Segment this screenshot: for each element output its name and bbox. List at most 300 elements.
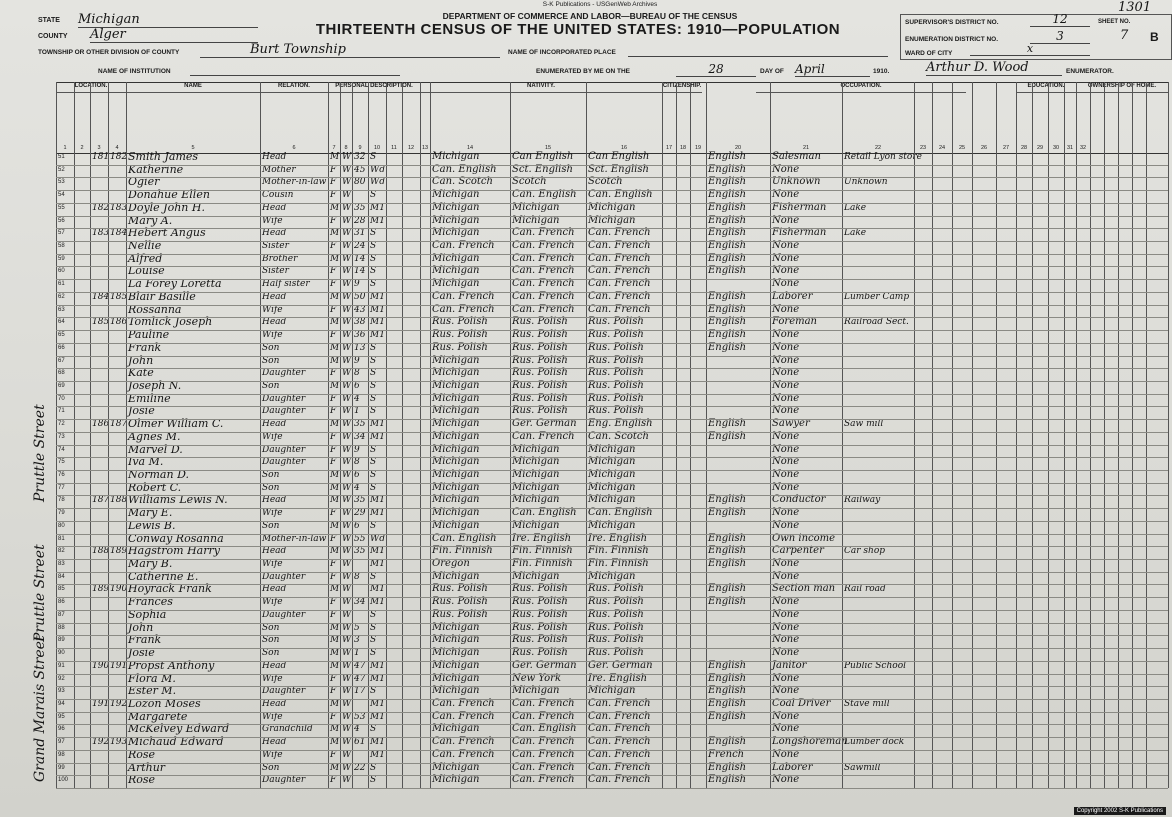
cell-name: Marvel D. [128,442,183,456]
grid-vline [90,82,91,788]
cell-birthplace: Rus. Polish [432,341,488,353]
cell-marital: S [370,406,377,417]
cell-mother: Can. French [588,761,651,773]
cell-birthplace: Rus. Polish [432,329,488,341]
cell-father: Can. French [512,748,575,760]
cell-lang: English [708,201,747,213]
cell-industry: Sawmill [844,762,881,773]
cell-birthplace: Can. French [432,697,495,709]
cell-birthplace: Michigan [432,774,480,786]
cell-name: Pauline [128,328,170,342]
cell-mother: Fin. Finnish [588,545,649,557]
cell-name: Sophia [128,607,167,621]
cell-name: Hoyrack Frank [128,582,212,596]
cell-lang: English [708,329,747,341]
cell-industry: Unknown [844,177,888,188]
cell-marital: M1 [370,737,385,748]
cell-lang: English [708,685,747,697]
cell-marital: S [370,470,377,480]
cell-sex: F [330,431,337,442]
cell-age: 47 [354,660,366,671]
cell-birthplace: Michigan [432,494,480,506]
state-label: STATE [38,17,60,24]
cell-birthplace: Fin. Finnish [432,545,493,557]
cell-industry: Lake [844,202,867,213]
enum-label: ENUMERATION DISTRICT NO. [905,36,999,43]
grid-hline [56,597,1168,598]
cell-trade: None [772,405,800,417]
cell-age: 8 [354,457,360,468]
cell-father: Rus. Polish [512,608,568,620]
cell-race: W [342,597,352,608]
cell-race: W [342,520,352,531]
cell-age: 3 [354,635,360,646]
cell-age: 4 [354,482,360,493]
cell-lang: English [708,227,747,239]
cell-marital: S [370,520,377,531]
cell-relation: Daughter [262,444,306,455]
grid-hline [56,584,1168,585]
group-location: LOCATION. [56,83,126,93]
cell-trade: None [772,163,800,175]
cell-father: Sct. English [512,163,573,175]
cell-marital: M1 [370,330,385,341]
cell-line: 86 [58,599,65,606]
cell-race: W [342,482,352,493]
cell-name: Agnes M. [128,429,181,443]
cell-birthplace: Oregon [432,558,470,570]
grid-vline [260,82,261,788]
grid-hline [56,775,1168,776]
cell-age: 17 [354,686,366,697]
cell-relation: Head [262,660,287,671]
column-number: 18 [679,145,687,151]
column-number: 20 [734,145,742,151]
grid-vline [1090,82,1091,788]
grid-vline [1016,82,1017,788]
column-number: 9 [358,145,362,151]
cell-family: 192 [110,698,128,709]
grid-hline [56,177,1168,178]
cell-relation: Half sister [262,279,310,290]
cell-lang: English [708,532,747,544]
cell-lang: English [708,736,747,748]
cell-dwelling: 187 [92,495,110,506]
grid-hline [56,508,1168,509]
cell-line: 55 [58,204,65,211]
cell-line: 75 [58,459,65,466]
cell-birthplace: Rus. Polish [432,608,488,620]
cell-industry: Lumber dock [844,737,905,748]
cell-father: Michigan [512,481,560,493]
cell-sex: F [330,215,337,226]
cell-age: 5 [354,622,360,633]
cell-sex: F [330,686,337,697]
cell-trade: None [772,265,800,277]
grid-vline [386,82,387,788]
cell-mother: Can. French [588,265,651,277]
cell-industry: Railway [844,495,881,506]
grid-hline [56,610,1168,611]
grid-hline [56,674,1168,675]
column-number: 23 [919,145,927,151]
cell-race: W [342,648,352,659]
cell-industry: Retail Lyon store [844,152,922,162]
cell-marital: S [370,648,377,659]
cell-sex: F [330,609,337,620]
cell-trade: None [772,507,800,519]
cell-line: 82 [58,548,65,555]
cell-birthplace: Can. French [432,748,495,760]
cell-sex: F [330,559,337,570]
cell-line: 61 [58,281,65,288]
cell-age: 9 [354,444,360,455]
cell-race: W [342,253,352,264]
cell-family: 190 [110,584,128,595]
cell-trade: Laborer [772,290,813,302]
cell-name: Tomlick Joseph [128,315,213,329]
cell-sex: F [330,508,337,519]
grid-hline [56,572,1168,573]
cell-birthplace: Can. French [432,710,495,722]
cell-age: 28 [354,215,366,226]
cell-relation: Daughter [262,368,306,379]
cell-relation: Wife [262,508,283,519]
cell-name: Emiline [128,391,171,405]
cell-birthplace: Michigan [432,570,480,582]
cell-sex: M [330,470,340,480]
cell-father: Rus. Polish [512,583,568,595]
grid-vline [74,82,75,788]
cell-birthplace: Michigan [432,443,480,455]
cell-line: 53 [58,179,65,186]
cell-birthplace: Michigan [432,227,480,239]
grid-vline [1118,82,1119,788]
cell-line: 92 [58,675,65,682]
grid-vline [770,82,771,788]
grid-hline [56,763,1168,764]
cell-mother: Can. French [588,252,651,264]
cell-line: 100 [58,777,69,784]
cell-relation: Son [262,380,280,391]
column-number: 15 [544,145,552,151]
cell-birthplace: Can. French [432,240,495,252]
column-number: 11 [391,145,397,151]
cell-name: Williams Lewis N. [128,493,228,507]
cell-birthplace: Michigan [432,634,480,646]
cell-sex: M [330,660,340,671]
cell-father: Ger. German [512,659,577,671]
grid-vline [676,82,677,788]
cell-age: 53 [354,711,366,722]
cell-age: 6 [354,520,360,531]
cell-line: 74 [58,446,65,453]
cell-trade: None [772,443,800,455]
cell-name: Joseph N. [128,378,182,392]
cell-father: Michigan [512,685,560,697]
cell-line: 77 [58,484,65,491]
enum-value: 3 [1030,29,1090,44]
group-relation: RELATION. [260,83,328,93]
cell-dwelling: 188 [92,546,110,557]
cell-father: Can. French [512,290,575,302]
cell-relation: Son [262,520,280,531]
column-number: 5 [191,145,195,151]
cell-line: 69 [58,382,65,389]
cell-trade: None [772,214,800,226]
column-number: 1 [63,145,67,151]
column-number: 29 [1036,145,1044,151]
column-number: 8 [344,145,348,151]
cell-trade: None [772,367,800,379]
cell-race: W [342,202,352,213]
grid-vline [1132,82,1133,788]
cell-relation: Son [262,762,280,773]
cell-sex: M [330,317,340,328]
cell-line: 71 [58,408,65,415]
cell-name: Frank [128,340,162,354]
grid-vline [1146,82,1147,788]
group-citizenship: CITIZENSHIP. [662,83,702,93]
grid-hline [56,750,1168,751]
grid-hline [56,686,1168,687]
cell-race: W [342,546,352,557]
column-number: 28 [1020,145,1028,151]
cell-sex: M [330,495,340,506]
cell-name: Rose [128,773,156,787]
cell-relation: Wife [262,711,283,722]
grid-vline [340,82,341,788]
margin-note-3: Grand Marais Street [32,635,48,782]
cell-relation: Wife [262,431,283,442]
cell-trade: None [772,608,800,620]
cell-race: W [342,355,352,366]
cell-marital: M1 [370,546,385,557]
cell-name: Alfred [128,251,163,265]
cell-age: 61 [354,737,366,748]
cell-relation: Sister [262,241,289,252]
cell-relation: Cousin [262,190,294,201]
cell-line: 99 [58,764,65,771]
cell-trade: None [772,596,800,608]
cell-mother: Michigan [588,201,636,213]
cell-marital: M1 [370,215,385,226]
grid-hline [56,648,1168,649]
cell-birthplace: Rus. Polish [432,583,488,595]
grid-hline [56,343,1168,344]
cell-name: Flora M. [128,671,176,685]
state-value: Michigan [78,12,258,28]
grid-vline [420,82,421,788]
cell-family: 184 [110,228,128,239]
cell-line: 81 [58,535,65,542]
group-ownership: OWNERSHIP OF HOME. [1076,83,1168,93]
column-number: 12 [407,145,415,151]
group-name: NAME [126,83,260,93]
cell-age: 9 [354,355,360,366]
cell-line: 80 [58,522,65,529]
cell-marital: S [370,228,377,239]
cell-sex: F [330,711,337,722]
grid-vline [972,82,973,788]
grid-vline [662,82,663,788]
column-header [56,82,1168,154]
cell-race: W [342,533,352,544]
cell-father: Rus. Polish [512,316,568,328]
cell-line: 66 [58,344,65,351]
cell-father: Can. French [512,240,575,252]
cell-father: Rus. Polish [512,647,568,659]
cell-sex: F [330,597,337,608]
cell-marital: M1 [370,584,385,595]
cell-lang: English [708,316,747,328]
cell-lang: English [708,558,747,570]
cell-sex: M [330,635,340,646]
cell-name: Smith James [128,150,199,163]
grid-vline [690,82,691,788]
cell-age: 34 [354,597,366,608]
cell-trade: None [772,647,800,659]
cell-mother: Can. English [588,507,653,519]
cell-age: 55 [354,533,366,544]
cell-father: Rus. Polish [512,341,568,353]
cell-mother: Rus. Polish [588,329,644,341]
cell-race: W [342,317,352,328]
cell-name: Hagstrom Harry [128,544,220,558]
cell-marital: S [370,457,377,468]
grid-hline [56,737,1168,738]
cell-trade: None [772,481,800,493]
cell-race: W [342,368,352,379]
cell-mother: Can. French [588,227,651,239]
cell-father: Can English [512,151,574,162]
supervisor-value: 12 [1030,12,1090,27]
cell-age: 35 [354,202,366,213]
cell-age: 34 [354,431,366,442]
cell-line: 51 [58,154,65,160]
cell-line: 84 [58,573,65,580]
cell-sex: F [330,164,337,175]
cell-race: W [342,164,352,175]
cell-relation: Daughter [262,686,306,697]
cell-name: Margarete [128,709,188,723]
cell-lang: English [708,290,747,302]
cell-relation: Son [262,482,280,493]
year-value: 1910. [873,68,890,75]
cell-race: W [342,737,352,748]
cell-mother: Michigan [588,685,636,697]
cell-name: Arthur [128,760,166,774]
cell-family: 188 [110,495,128,506]
cell-line: 94 [58,700,65,707]
cell-marital: M1 [370,711,385,722]
group-occupation: OCCUPATION. [756,83,966,93]
cell-father: Rus. Polish [512,405,568,417]
cell-dwelling: 190 [92,660,110,671]
cell-marital: M1 [370,673,385,684]
cell-sex: M [330,520,340,531]
cell-mother: Michigan [588,570,636,582]
cell-trade: None [772,685,800,697]
cell-birthplace: Michigan [432,418,480,430]
cell-trade: None [772,621,800,633]
cell-sex: F [330,279,337,290]
cell-trade: None [772,341,800,353]
cell-relation: Daughter [262,571,306,582]
cell-line: 58 [58,243,65,250]
cell-relation: Grandchild [262,724,313,735]
cell-father: Michigan [512,443,560,455]
column-number: 17 [665,145,673,151]
cell-race: W [342,279,352,290]
cell-sex: M [330,622,340,633]
cell-birthplace: Michigan [432,519,480,531]
column-number: 4 [115,145,119,151]
grid-hline [56,165,1168,166]
grid-hline [56,419,1168,420]
column-number: 2 [80,145,84,151]
cell-relation: Head [262,228,287,239]
cell-name: Doyle John H. [128,200,205,214]
cell-family: 186 [110,317,128,328]
cell-trade: None [772,303,800,315]
cell-race: W [342,152,352,162]
cell-sex: M [330,648,340,659]
cell-birthplace: Michigan [432,151,480,162]
grid-vline [1032,82,1033,788]
cell-relation: Sister [262,266,289,277]
cell-name: Michaud Edward [128,735,224,749]
column-number: 30 [1052,145,1060,151]
cell-trade: None [772,252,800,264]
sheet-label: SHEET NO. [1098,19,1131,25]
cell-father: Michigan [512,201,560,213]
grid-vline [706,82,707,788]
cell-race: W [342,304,352,315]
cell-marital: S [370,775,377,786]
cell-relation: Brother [262,253,298,264]
cell-mother: Can. French [588,774,651,786]
cell-line: 91 [58,662,65,669]
cell-mother: Can. French [588,723,651,735]
cell-line: 63 [58,306,65,313]
grid-vline [402,82,403,788]
enumerated-day: 28 [676,62,756,77]
cell-father: Michigan [512,519,560,531]
cell-father: Ger. German [512,418,577,430]
cell-relation: Mother [262,164,296,175]
cell-relation: Daughter [262,609,306,620]
grid-vline [952,82,953,788]
cell-mother: Rus. Polish [588,634,644,646]
grid-hline [56,788,1168,789]
cell-lang: English [708,710,747,722]
cell-birthplace: Michigan [432,201,480,213]
place-label: NAME OF INCORPORATED PLACE [508,49,616,56]
cell-birthplace: Michigan [432,469,480,480]
cell-marital: M1 [370,698,385,709]
cell-dwelling: 183 [92,228,110,239]
grid-vline [1104,82,1105,788]
county-value: Alger [90,27,258,43]
cell-race: W [342,775,352,786]
cell-marital: S [370,635,377,646]
cell-race: W [342,342,352,353]
grid-vline [56,82,57,788]
cell-age: 1 [354,406,360,417]
grid-vline [586,82,587,788]
grid-vline [932,82,933,788]
